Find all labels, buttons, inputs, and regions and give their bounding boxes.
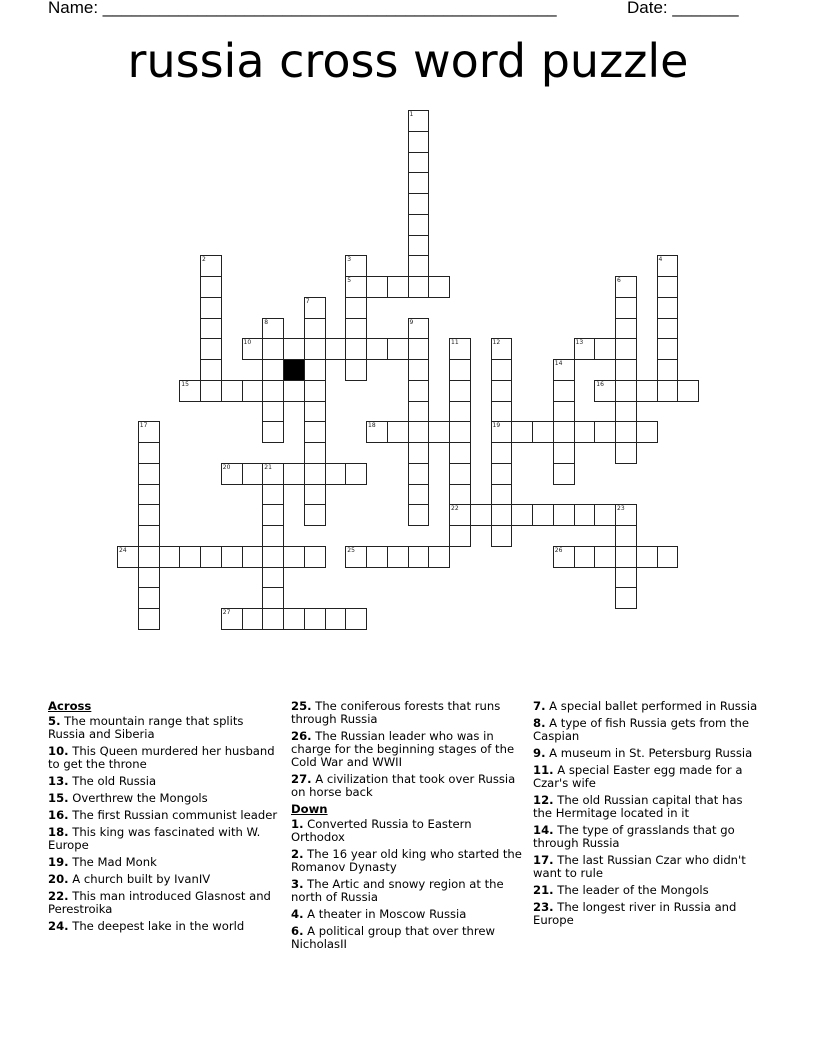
grid-cell[interactable] <box>325 463 347 485</box>
clue-text: A special Easter egg made for a Czar's wife <box>533 763 743 790</box>
clue-text: The Mad Monk <box>72 855 157 869</box>
grid-cell[interactable] <box>615 504 637 526</box>
grid-cell[interactable] <box>408 442 430 464</box>
grid-cell[interactable] <box>345 546 367 568</box>
grid-cell[interactable] <box>553 401 575 423</box>
grid-cell[interactable] <box>325 608 347 630</box>
grid-cell[interactable] <box>615 525 637 547</box>
grid-cell[interactable] <box>262 525 284 547</box>
grid-cell[interactable] <box>242 338 264 360</box>
grid-cell[interactable] <box>657 255 679 277</box>
clue-number: 16. <box>48 808 69 822</box>
clue-across-25 <box>291 700 527 726</box>
clue-text: This man introduced Glasnost and Perestroika <box>48 889 271 916</box>
clue-across-10 <box>48 745 280 771</box>
grid-cell[interactable] <box>408 546 430 568</box>
clue-text: A theater in Moscow Russia <box>307 907 467 921</box>
grid-cell[interactable] <box>511 421 533 443</box>
down-heading: Down <box>291 802 328 816</box>
grid-cell[interactable] <box>159 546 181 568</box>
grid-cell[interactable] <box>449 442 471 464</box>
grid-cell[interactable] <box>262 380 284 402</box>
grid-cell[interactable] <box>262 401 284 423</box>
cell-number: 11 <box>451 339 459 347</box>
grid-cell[interactable] <box>615 421 637 443</box>
grid-cell[interactable] <box>511 504 533 526</box>
grid-cell[interactable] <box>491 504 513 526</box>
grid-cell[interactable] <box>594 380 616 402</box>
clue-text: A museum in St. Petersburg Russia <box>549 746 753 760</box>
cell-number: 8 <box>264 318 269 326</box>
grid-cell[interactable] <box>283 546 305 568</box>
grid-cell[interactable] <box>449 401 471 423</box>
grid-cell[interactable] <box>408 152 430 174</box>
grid-cell[interactable] <box>615 567 637 589</box>
grid-cell[interactable] <box>117 546 139 568</box>
grid-cell[interactable] <box>366 421 388 443</box>
grid-cell[interactable] <box>262 421 284 443</box>
grid-cell[interactable] <box>636 546 658 568</box>
grid-cell[interactable] <box>221 608 243 630</box>
grid-cell[interactable] <box>532 421 554 443</box>
clue-text: Converted Russia to Eastern Orthodox <box>291 817 472 844</box>
grid-cell[interactable] <box>553 546 575 568</box>
grid-cell[interactable] <box>615 276 637 298</box>
grid-cell[interactable] <box>262 587 284 609</box>
grid-cell[interactable] <box>242 546 264 568</box>
grid-cell[interactable] <box>262 318 284 340</box>
grid-cell[interactable] <box>636 380 658 402</box>
clue-text: The mountain range that splits Russia and Siberia <box>48 714 244 741</box>
cell-number: 7 <box>305 297 310 305</box>
grid-cell[interactable] <box>325 338 347 360</box>
grid-cell[interactable] <box>408 276 430 298</box>
cell-number: 9 <box>409 318 414 326</box>
grid-cell[interactable] <box>283 608 305 630</box>
grid-cell[interactable] <box>491 525 513 547</box>
grid-cell[interactable] <box>491 338 513 360</box>
grid-cell[interactable] <box>491 484 513 506</box>
grid-cell[interactable] <box>449 525 471 547</box>
clue-text: A political group that over threw NicholasII <box>291 924 495 951</box>
clue-text: The deepest lake in the world <box>72 919 245 933</box>
clue-text: This Queen murdered her husband to get the throne <box>48 744 275 771</box>
grid-cell[interactable] <box>366 338 388 360</box>
grid-cell[interactable] <box>449 380 471 402</box>
cell-number: 5 <box>347 277 352 284</box>
clue-down-17 <box>533 854 765 880</box>
grid-cell[interactable] <box>408 131 430 153</box>
grid-cell[interactable] <box>657 359 679 381</box>
grid-cell[interactable] <box>408 318 430 340</box>
clue-text: Overthrew the Mongols <box>72 791 208 805</box>
cell-number: 1 <box>409 111 414 118</box>
grid-cell[interactable] <box>200 338 222 360</box>
name-field[interactable]: Name: ________________________________________________ <box>48 0 557 17</box>
clue-text: The first Russian communist leader <box>72 808 278 822</box>
cell-number: 23 <box>617 505 625 513</box>
clue-down-4 <box>291 908 527 921</box>
clue-text: The leader of the Mongols <box>557 883 709 897</box>
grid-cell[interactable] <box>615 442 637 464</box>
clue-down-6 <box>291 925 527 951</box>
clue-number: 12. <box>533 793 554 807</box>
clue-number: 19. <box>48 855 69 869</box>
grid-cell[interactable] <box>657 338 679 360</box>
grid-cell[interactable] <box>262 484 284 506</box>
grid-cell[interactable] <box>532 504 554 526</box>
clue-across-20 <box>48 873 280 886</box>
clue-text: The longest river in Russia and Europe <box>533 900 737 927</box>
clue-down-11 <box>533 764 765 790</box>
grid-cell[interactable] <box>408 255 430 277</box>
grid-cell[interactable] <box>594 504 616 526</box>
grid-cell[interactable] <box>387 338 409 360</box>
clue-text: This king was fascinated with W. Europe <box>48 825 261 852</box>
grid-cell[interactable] <box>304 504 326 526</box>
clue-down-12 <box>533 794 765 820</box>
clue-number: 4. <box>291 907 304 921</box>
cell-number: 15 <box>181 380 189 388</box>
cell-number: 2 <box>202 256 206 264</box>
clue-down-9 <box>533 747 765 760</box>
clue-number: 23. <box>533 900 554 914</box>
clue-text: The type of grasslands that go through Russia <box>533 823 735 850</box>
clue-across-19 <box>48 856 280 869</box>
grid-cell[interactable] <box>636 421 658 443</box>
grid-cell[interactable] <box>200 546 222 568</box>
grid-cell[interactable] <box>491 401 513 423</box>
grid-cell[interactable] <box>200 255 222 277</box>
grid-cell[interactable] <box>449 463 471 485</box>
grid-cell[interactable] <box>200 297 222 319</box>
grid-cell[interactable] <box>428 421 450 443</box>
grid-cell[interactable] <box>657 297 679 319</box>
grid-cell[interactable] <box>594 546 616 568</box>
cell-number: 26 <box>554 546 563 554</box>
clue-number: 7. <box>533 699 546 713</box>
grid-cell[interactable] <box>262 338 284 360</box>
grid-cell[interactable] <box>345 338 367 360</box>
grid-cell[interactable] <box>138 421 160 443</box>
grid-cell[interactable] <box>345 318 367 340</box>
grid-cell[interactable] <box>387 546 409 568</box>
grid-cell[interactable] <box>408 484 430 506</box>
grid-cell[interactable] <box>304 608 326 630</box>
grid-cell[interactable] <box>408 401 430 423</box>
grid-cell[interactable] <box>138 463 160 485</box>
clue-number: 18. <box>48 825 69 839</box>
clue-number: 20. <box>48 872 69 886</box>
grid-cell[interactable] <box>366 546 388 568</box>
clue-number: 22. <box>48 889 69 903</box>
grid-cell[interactable] <box>345 255 367 277</box>
grid-cell[interactable] <box>615 380 637 402</box>
grid-cell[interactable] <box>242 463 264 485</box>
grid-cell[interactable] <box>615 587 637 609</box>
grid-cell[interactable] <box>262 359 284 381</box>
grid-cell[interactable] <box>615 401 637 423</box>
clue-text: The old Russia <box>72 774 157 788</box>
grid-cell[interactable] <box>615 338 637 360</box>
cell-number: 16 <box>596 380 604 388</box>
grid-cell[interactable] <box>138 442 160 464</box>
grid-cell[interactable] <box>138 546 160 568</box>
grid-cell[interactable] <box>657 546 679 568</box>
clue-down-1 <box>291 818 527 844</box>
grid-cell[interactable] <box>138 587 160 609</box>
grid-cell[interactable] <box>449 338 471 360</box>
grid-cell[interactable] <box>408 421 430 443</box>
grid-cell[interactable] <box>408 172 430 194</box>
grid-cell[interactable] <box>345 463 367 485</box>
grid-cell[interactable] <box>304 463 326 485</box>
grid-cell[interactable] <box>304 380 326 402</box>
cell-number: 24 <box>119 546 127 554</box>
grid-cell[interactable] <box>304 318 326 340</box>
grid-cell[interactable] <box>408 338 430 360</box>
clue-number: 1. <box>291 817 304 831</box>
cell-number: 19 <box>492 422 501 430</box>
clue-across-26 <box>291 730 527 769</box>
grid-cell[interactable] <box>574 504 596 526</box>
grid-cell[interactable] <box>138 484 160 506</box>
clue-number: 11. <box>533 763 554 777</box>
clue-number: 10. <box>48 744 69 758</box>
clues-column-3 <box>533 700 765 931</box>
clue-number: 2. <box>291 847 304 861</box>
clue-down-7 <box>533 700 765 713</box>
grid-cell[interactable] <box>345 359 367 381</box>
grid-cell[interactable] <box>304 442 326 464</box>
grid-cell[interactable] <box>428 546 450 568</box>
cell-number: 22 <box>451 505 459 513</box>
grid-cell[interactable] <box>304 297 326 319</box>
grid-cell[interactable] <box>242 380 264 402</box>
grid-cell[interactable] <box>428 276 450 298</box>
grid-cell[interactable] <box>138 504 160 526</box>
grid-cell[interactable] <box>553 504 575 526</box>
clue-down-14 <box>533 824 765 850</box>
grid-cell[interactable] <box>200 276 222 298</box>
grid-cell[interactable] <box>262 608 284 630</box>
cell-number: 12 <box>492 339 501 347</box>
clue-across-16 <box>48 809 280 822</box>
cell-number: 13 <box>575 339 584 347</box>
clue-down-23 <box>533 901 765 927</box>
date-field[interactable]: Date: _______ <box>627 0 739 17</box>
clue-down-3 <box>291 878 527 904</box>
grid-cell[interactable] <box>594 421 616 443</box>
clue-number: 9. <box>533 746 546 760</box>
clue-text: A type of fish Russia gets from the Caspian <box>533 716 750 743</box>
cell-number: 17 <box>139 422 148 430</box>
clue-number: 14. <box>533 823 554 837</box>
clue-across-18 <box>48 826 280 852</box>
grid-cell[interactable] <box>262 567 284 589</box>
grid-cell[interactable] <box>408 463 430 485</box>
clue-down-21 <box>533 884 765 897</box>
clue-down-8 <box>533 717 765 743</box>
clue-number: 21. <box>533 883 554 897</box>
clue-number: 8. <box>533 716 546 730</box>
grid-cell[interactable] <box>449 421 471 443</box>
clue-number: 25. <box>291 699 312 713</box>
grid-cell[interactable] <box>677 380 699 402</box>
grid-cell[interactable] <box>304 338 326 360</box>
grid-cell[interactable] <box>657 318 679 340</box>
grid-cell[interactable] <box>553 359 575 381</box>
cell-number: 21 <box>264 463 272 471</box>
grid-cell[interactable] <box>615 318 637 340</box>
grid-cell[interactable] <box>345 297 367 319</box>
clue-text: The old Russian capital that has the Hermitage located in it <box>533 793 743 820</box>
grid-cell[interactable] <box>491 442 513 464</box>
cell-number: 10 <box>243 339 252 347</box>
grid-cell[interactable] <box>449 484 471 506</box>
grid-cell[interactable] <box>408 235 430 257</box>
grid-cell[interactable] <box>408 380 430 402</box>
across-heading: Across <box>48 699 92 713</box>
grid-cell[interactable] <box>179 546 201 568</box>
cell-number: 6 <box>617 277 621 284</box>
grid-cell[interactable] <box>553 442 575 464</box>
grid-cell[interactable] <box>345 276 367 298</box>
clue-number: 24. <box>48 919 69 933</box>
clue-number: 3. <box>291 877 304 891</box>
clue-down-2 <box>291 848 527 874</box>
grid-cell[interactable] <box>491 380 513 402</box>
grid-cell[interactable] <box>138 567 160 589</box>
clue-across-22 <box>48 890 280 916</box>
clues-column-2 <box>291 700 527 955</box>
grid-cell[interactable] <box>304 484 326 506</box>
grid-cell[interactable] <box>221 463 243 485</box>
cell-number: 3 <box>347 256 352 264</box>
grid-cell[interactable] <box>594 338 616 360</box>
grid-cell[interactable] <box>366 276 388 298</box>
grid-cell[interactable] <box>262 504 284 526</box>
clue-number: 27. <box>291 772 312 786</box>
grid-cell[interactable] <box>387 276 409 298</box>
grid-cell[interactable] <box>262 463 284 485</box>
grid-cell[interactable] <box>491 359 513 381</box>
grid-cell[interactable] <box>387 421 409 443</box>
grid-cell[interactable] <box>408 504 430 526</box>
clue-text: A church built by IvanIV <box>72 872 211 886</box>
clue-number: 6. <box>291 924 304 938</box>
grid-cell[interactable] <box>408 359 430 381</box>
clue-number: 13. <box>48 774 69 788</box>
cell-number: 14 <box>554 360 563 367</box>
grid-cell[interactable] <box>221 546 243 568</box>
cell-number: 18 <box>368 422 376 430</box>
clue-text: The last Russian Czar who didn't want to rule <box>533 853 746 880</box>
grid-cell[interactable] <box>138 525 160 547</box>
grid-cell[interactable] <box>615 546 637 568</box>
grid-cell[interactable] <box>553 380 575 402</box>
grid-cell[interactable] <box>179 380 201 402</box>
page-title: russia cross word puzzle <box>127 34 689 88</box>
grid-cell[interactable] <box>304 421 326 443</box>
grid-cell[interactable] <box>242 608 264 630</box>
cell-number: 4 <box>658 256 663 264</box>
grid-cell[interactable] <box>304 401 326 423</box>
grid-cell[interactable] <box>615 297 637 319</box>
clue-across-15 <box>48 792 280 805</box>
grid-cell[interactable] <box>408 110 430 132</box>
grid-cell[interactable] <box>200 359 222 381</box>
cell-number: 20 <box>222 463 231 471</box>
clue-text: A special ballet performed in Russia <box>549 699 758 713</box>
clues-column-1 <box>48 700 280 937</box>
clue-text: A civilization that took over Russia on horse back <box>291 772 516 799</box>
clue-across-27 <box>291 773 527 799</box>
grid-cell[interactable] <box>138 608 160 630</box>
grid-cell[interactable] <box>657 380 679 402</box>
grid-cell[interactable] <box>200 318 222 340</box>
grid-cell[interactable] <box>283 463 305 485</box>
grid-cell[interactable] <box>574 546 596 568</box>
grid-cell[interactable] <box>304 359 326 381</box>
clue-number: 17. <box>533 853 554 867</box>
grid-cell[interactable] <box>262 546 284 568</box>
clue-number: 26. <box>291 729 312 743</box>
clue-text: The Artic and snowy region at the north of Russia <box>291 877 504 904</box>
clue-text: The Russian leader who was in charge for the beginning stages of the Cold War and WWII <box>291 729 515 769</box>
grid-cell[interactable] <box>574 421 596 443</box>
clue-text: The 16 year old king who started the Romanov Dynasty <box>291 847 522 874</box>
clue-number: 15. <box>48 791 69 805</box>
cell-number: 27 <box>222 609 231 616</box>
grid-cell[interactable] <box>553 421 575 443</box>
clue-across-24 <box>48 920 280 933</box>
grid-cell[interactable] <box>345 608 367 630</box>
grid-cell[interactable] <box>283 338 305 360</box>
clue-text: The coniferous forests that runs through Russia <box>291 699 501 726</box>
grid-cell[interactable] <box>491 463 513 485</box>
cell-number: 25 <box>347 546 355 554</box>
grid-cell[interactable] <box>470 504 492 526</box>
grid-cell[interactable] <box>449 504 471 526</box>
grid-cell[interactable] <box>657 276 679 298</box>
clue-across-5 <box>48 715 280 741</box>
black-cell <box>283 359 305 381</box>
clue-number: 5. <box>48 714 61 728</box>
grid-cell[interactable] <box>449 359 471 381</box>
grid-cell[interactable] <box>491 421 513 443</box>
grid-cell[interactable] <box>408 193 430 215</box>
grid-cell[interactable] <box>221 380 243 402</box>
grid-cell[interactable] <box>283 380 305 402</box>
grid-cell[interactable] <box>574 338 596 360</box>
grid-cell[interactable] <box>553 463 575 485</box>
grid-cell[interactable] <box>615 359 637 381</box>
clue-across-13 <box>48 775 280 788</box>
grid-cell[interactable] <box>200 380 222 402</box>
grid-cell[interactable] <box>304 546 326 568</box>
grid-cell[interactable] <box>408 214 430 236</box>
